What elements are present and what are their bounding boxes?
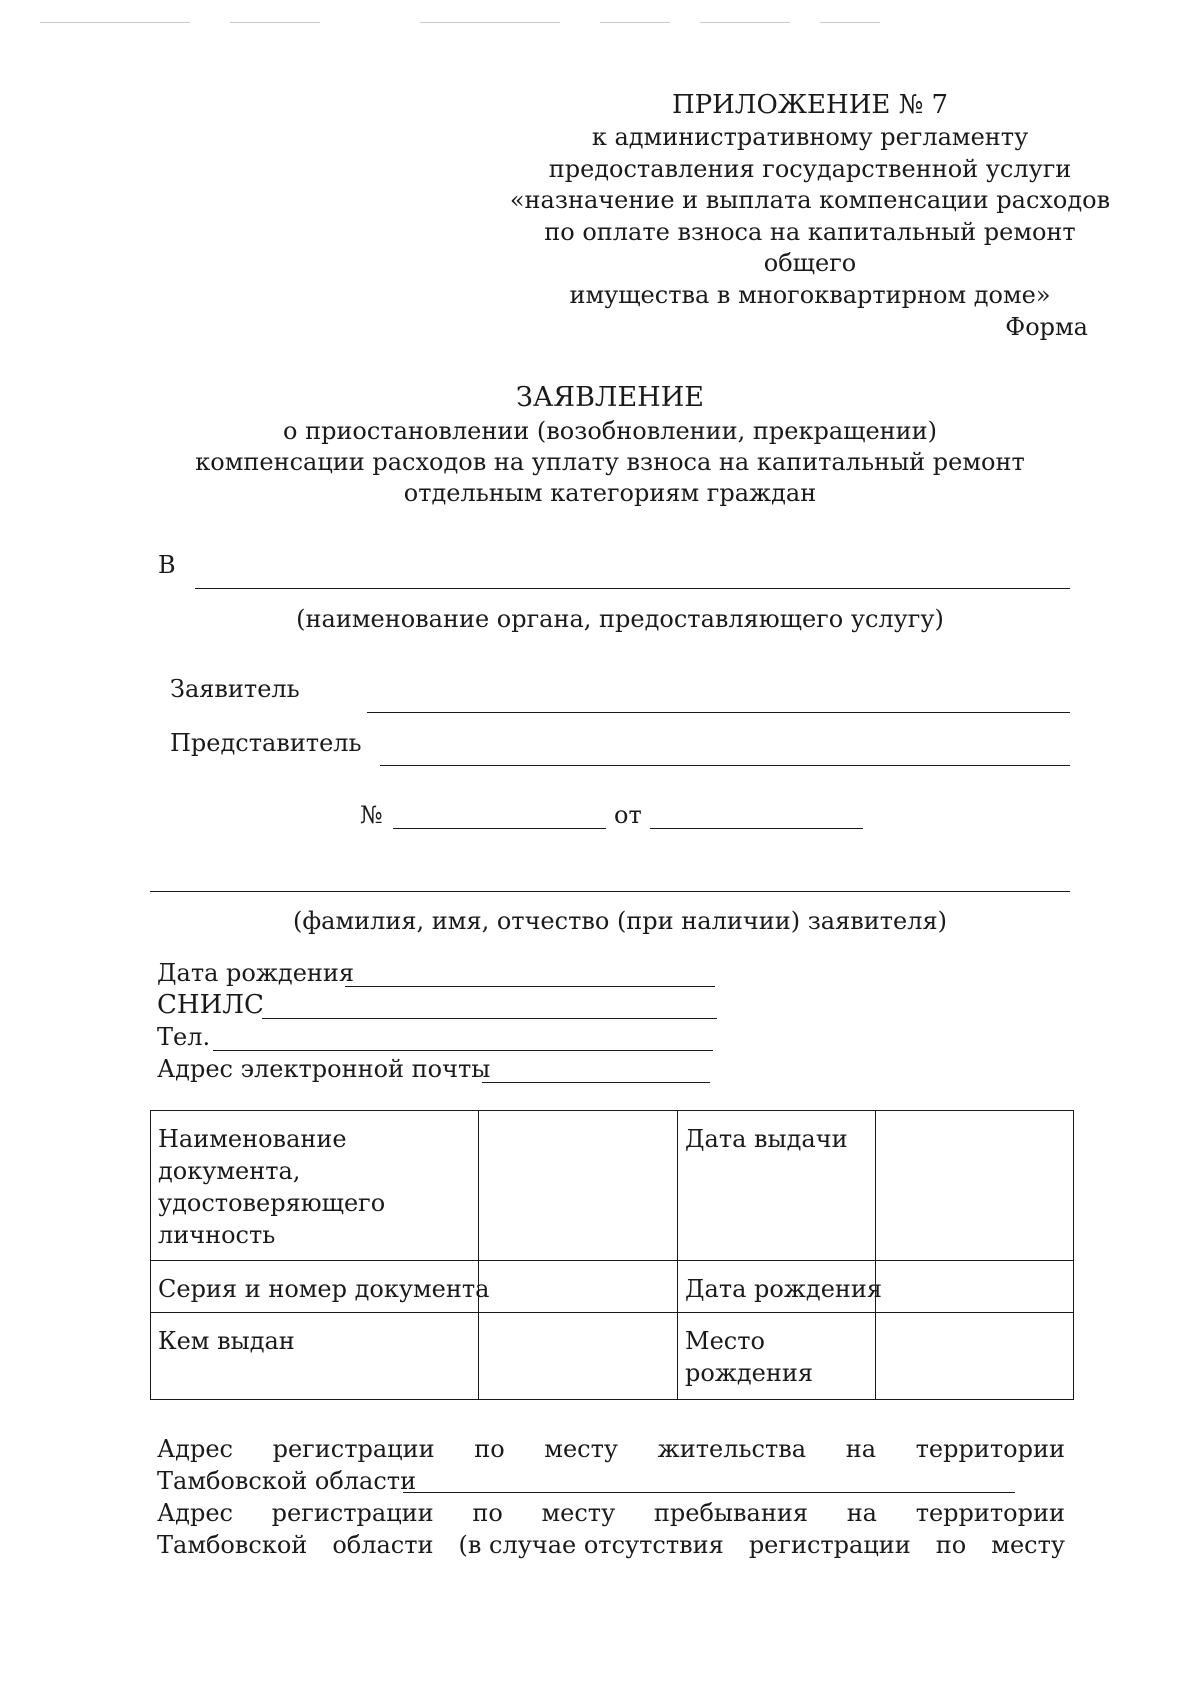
phone-label: Тел.	[157, 1023, 211, 1051]
scan-mark	[40, 22, 190, 23]
word: по	[474, 1435, 505, 1463]
word: на	[845, 1435, 877, 1463]
birth-date-cell-label: Дата рождения	[678, 1261, 876, 1313]
snils-field[interactable]	[262, 1018, 717, 1019]
email-field[interactable]	[482, 1082, 710, 1083]
title-line: о приостановлении (возобновлении, прекращении)	[283, 417, 937, 445]
title-heading: ЗАЯВЛЕНИЕ	[516, 382, 704, 413]
title-line: отдельным категориям граждан	[403, 479, 817, 507]
word: по	[935, 1531, 967, 1559]
scan-mark	[420, 22, 560, 23]
snils-label: СНИЛС	[157, 990, 264, 1020]
word: на	[846, 1499, 877, 1527]
scan-mark	[600, 22, 670, 23]
phone-field[interactable]	[213, 1050, 713, 1051]
stay-address-line	[157, 1497, 1065, 1529]
word: регистрации	[748, 1531, 911, 1559]
stay-address-block	[157, 1497, 1065, 1561]
doc-name-value[interactable]	[479, 1111, 678, 1261]
stay-address-line	[157, 1529, 1065, 1561]
full-name-field[interactable]	[150, 891, 1070, 892]
date-field[interactable]	[650, 828, 863, 829]
residence-address-field[interactable]	[403, 1492, 1015, 1493]
representative-label: Представитель	[170, 729, 362, 757]
appendix-line: предоставления государственной услуги	[548, 154, 1072, 183]
number-field[interactable]	[393, 828, 606, 829]
birth-date-cell-value[interactable]	[876, 1261, 1074, 1313]
birth-place-label: Место рождения	[678, 1313, 876, 1400]
doc-name-label: Наименование документа, удостоверяющего личность	[151, 1111, 479, 1261]
from-label: от	[614, 801, 642, 829]
applicant-label: Заявитель	[170, 675, 300, 703]
applicant-field[interactable]	[367, 712, 1070, 713]
number-label: №	[360, 801, 383, 829]
title-line: компенсации расходов на уплату взноса на капитальный ремонт	[195, 448, 1025, 476]
residence-region-label: Тамбовской области	[157, 1467, 417, 1495]
word: области	[332, 1531, 434, 1559]
word: месту	[991, 1531, 1065, 1559]
scan-mark	[820, 22, 880, 23]
appendix-line: к административному регламенту	[591, 123, 1029, 151]
full-name-caption: (фамилия, имя, отчество (при наличии) заявителя)	[293, 907, 947, 935]
word: Адрес	[157, 1499, 233, 1527]
issue-date-value[interactable]	[876, 1111, 1074, 1261]
scan-mark	[700, 22, 790, 23]
form-label: Форма	[1005, 313, 1088, 341]
appendix-title: ПРИЛОЖЕНИЕ № 7	[671, 90, 949, 120]
word: территории	[915, 1435, 1065, 1463]
table-row	[151, 1111, 1074, 1261]
appendix-line: по оплате взноса на капитальный ремонт общего	[544, 217, 1076, 277]
series-number-value[interactable]	[479, 1261, 678, 1313]
table-row	[151, 1313, 1074, 1400]
birth-place-value[interactable]	[876, 1313, 1074, 1400]
word: территории	[915, 1499, 1065, 1527]
issue-date-label: Дата выдачи	[678, 1111, 876, 1261]
residence-address-block	[157, 1433, 1065, 1497]
word: месту	[544, 1435, 619, 1463]
appendix-line: имущества в многоквартирном доме»	[569, 280, 1051, 309]
birth-date-field[interactable]	[345, 986, 715, 987]
document-title	[120, 380, 1100, 509]
word: регистрации	[271, 1499, 434, 1527]
birth-date-label: Дата рождения	[157, 959, 355, 987]
word: (в случае отсутствия	[458, 1531, 724, 1559]
email-label: Адрес электронной почты	[157, 1055, 491, 1083]
residence-address-line	[157, 1433, 1065, 1465]
series-number-label: Серия и номер документа	[151, 1261, 479, 1313]
appendix-line: «назначение и выплата компенсации расходов	[509, 186, 1111, 214]
representative-field[interactable]	[380, 765, 1070, 766]
appendix-header	[500, 88, 1120, 311]
word: регистрации	[272, 1435, 435, 1463]
issued-by-value[interactable]	[479, 1313, 678, 1400]
issued-by-label: Кем выдан	[151, 1313, 479, 1400]
scan-mark	[230, 22, 320, 23]
word: Адрес	[157, 1435, 233, 1463]
word: жительства	[657, 1435, 807, 1463]
word: пребывания	[653, 1499, 808, 1527]
addressee-prefix: В	[158, 551, 176, 579]
word: Тамбовской	[157, 1531, 308, 1559]
table-row	[151, 1261, 1074, 1313]
addressee-caption: (наименование органа, предоставляющего услугу)	[296, 605, 944, 633]
id-document-table	[150, 1110, 1074, 1400]
addressee-field[interactable]	[195, 588, 1070, 589]
word: по	[472, 1499, 503, 1527]
word: месту	[541, 1499, 616, 1527]
